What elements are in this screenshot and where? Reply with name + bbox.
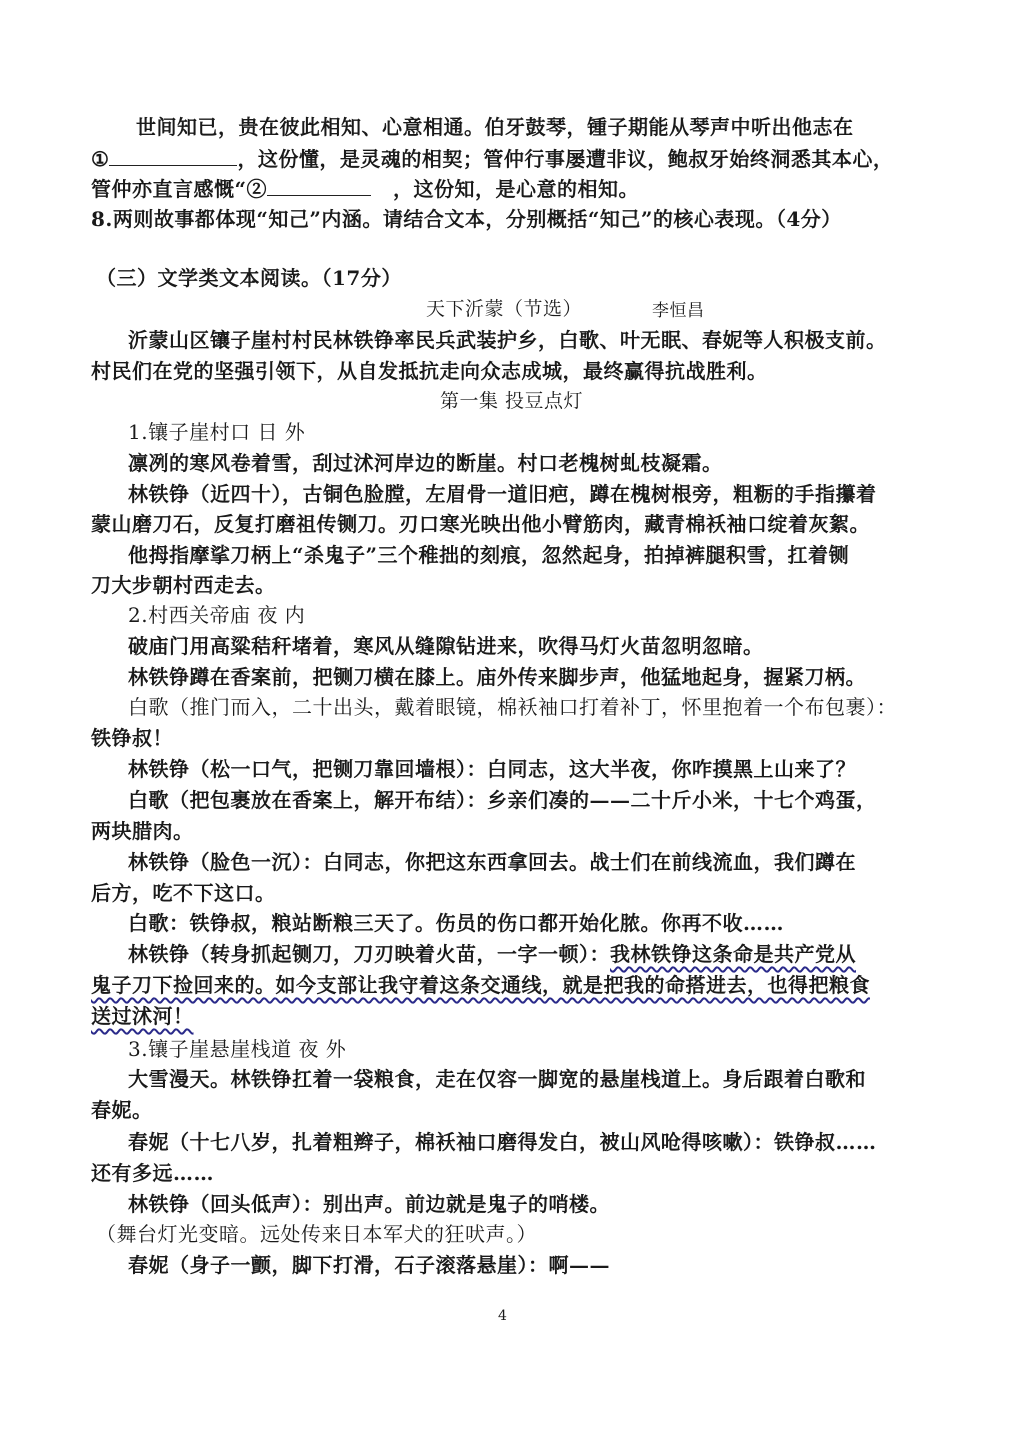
page-number: 4 — [498, 1308, 507, 1324]
scene-2-paragraph-6-line-2: 后方，吃不下这口。 — [91, 881, 276, 905]
intro-line-1: 世间知已，贵在彼此相知、心意相通。伯牙鼓琴，锺子期能从琴声中听出他志在 — [136, 115, 854, 139]
intro-line-2-text: ，这份懂，是灵魂的相契；管仲行事屡遭非议，鲍叔牙始终洞悉其本心， — [237, 147, 894, 171]
scene-2-paragraph-2: 林铁铮蹲在香案前，把铡刀横在膝上。庙外传来脚步声，他猛地起身，握紧刀柄。 — [128, 665, 866, 689]
section-heading: （三）文学类文本阅读。（17分） — [96, 266, 402, 290]
scene-3-paragraph-1-line-1: 大雪漫天。林铁铮扛着一袋粮食，走在仅容一脚宽的悬崖栈道上。身后跟着白歌和 — [128, 1067, 866, 1091]
scene-3-paragraph-5: 春妮（身子一颤，脚下打滑，石子滚落悬崖）：啊—— — [128, 1253, 610, 1277]
scene-1-paragraph-3-line-2: 刀大步朝村西走去。 — [91, 573, 276, 597]
scene-2-paragraph-4: 林铁铮（松一口气，把铡刀靠回墙根）：白同志，这大半夜，你咋摸黑上山来了？ — [128, 757, 856, 781]
summary-line-1: 沂蒙山区镶子崖村村民林铁铮率民兵武装护乡，白歌、叶无眠、春妮等人积极支前。 — [128, 328, 887, 352]
scene-1-paragraph-2-line-1: 林铁铮（近四十），古铜色脸膛，左眉骨一道旧疤，蹲在槐树根旁，粗粝的手指攥着 — [128, 482, 877, 506]
scene-3-paragraph-2-line-2: 还有多远…… — [91, 1161, 214, 1185]
handwritten-underline-text-3: 送过沭河！ — [91, 1004, 194, 1028]
scene-3-stage-direction: （舞台灯光变暗。远处传来日本军犬的狂吠声。） — [96, 1222, 537, 1246]
episode-title: 第一集 投豆点灯 — [440, 390, 584, 412]
scene-1-paragraph-1: 凛冽的寒风卷着雪，刮过沭河岸边的断崖。村口老槐树虬枝凝霜。 — [128, 451, 723, 475]
scene-3-paragraph-2-line-1: 春妮（十七八岁，扎着粗辫子，棉袄袖口磨得发白，被山风呛得咳嗽）：铁铮叔…… — [128, 1130, 877, 1154]
story-author: 李恒昌 — [652, 301, 705, 321]
scene-2-paragraph-3-line-1: 白歌（推门而入，二十出头，戴着眼镜，棉袄袖口打着补丁，怀里抱着一个布包裹）： — [128, 695, 897, 719]
handwritten-underline-text-2: 鬼子刀下捡回来的。如今支部让我守着这条交通线，就是把我的命搭进去，也得把粮食 — [91, 973, 870, 997]
scene-2-paragraph-7: 白歌：铁铮叔，粮站断粮三天了。伤员的伤口都开始化脓。你再不收…… — [128, 911, 784, 935]
intro-line-3 — [91, 176, 639, 202]
scene-2-heading: 2.村西关帝庙 夜 内 — [128, 603, 306, 627]
question-8: 8.两则故事都体现“知己”内涵。请结合文本，分别概括“知己”的核心表现。（4分） — [91, 207, 842, 231]
scene-3-paragraph-1-line-2: 春妮。 — [91, 1098, 153, 1122]
intro-line-2 — [91, 146, 893, 172]
scene-1-heading: 1.镶子崖村口 日 外 — [128, 420, 306, 444]
scene-2-paragraph-3-line-2: 铁铮叔！ — [91, 726, 173, 750]
scene-3-heading: 3.镶子崖悬崖栈道 夜 外 — [128, 1037, 347, 1061]
answer-blank-2[interactable] — [267, 177, 371, 196]
handwritten-underline-text-1: 我林铁铮这条命是共产党从 — [610, 942, 856, 966]
scene-2-paragraph-5-line-1: 白歌（把包裹放在香案上，解开布结）：乡亲们凑的——二十斤小米，十七个鸡蛋， — [128, 788, 877, 812]
scene-1-paragraph-3-line-1: 他拇指摩挲刀柄上“杀鬼子”三个稚拙的刻痕，忽然起身，拍掉裤腿积雪，扛着铡 — [128, 543, 850, 567]
scene-1-paragraph-2-line-2: 蒙山磨刀石，反复打磨祖传铡刀。刃口寒光映出他小臂筋肉，藏青棉袄袖口绽着灰絮。 — [91, 512, 870, 536]
blank-marker-1: ① — [91, 147, 110, 171]
intro-line-3-start: 管仲亦直言感慨“② — [91, 177, 268, 201]
scene-2-paragraph-8-line-1 — [128, 941, 856, 967]
scene-2-paragraph-8-lead: 林铁铮（转身抓起铡刀，刀刃映着火苗，一字一顿）： — [128, 942, 610, 966]
answer-blank-1[interactable] — [109, 147, 237, 166]
intro-line-3-text: ，这份知，是心意的相知。 — [393, 177, 640, 201]
scene-2-paragraph-6-line-1: 林铁铮（脸色一沉）：白同志，你把这东西拿回去。战士们在前线流血，我们蹲在 — [128, 850, 856, 874]
summary-line-2: 村民们在党的坚强引领下，从自发抵抗走向众志成城，最终赢得抗战胜利。 — [91, 359, 768, 383]
scene-2-paragraph-1: 破庙门用高粱秸秆堵着，寒风从缝隙钻进来，吹得马灯火苗忽明忽暗。 — [128, 634, 764, 658]
scene-2-paragraph-5-line-2: 两块腊肉。 — [91, 819, 194, 843]
scene-3-paragraph-3: 林铁铮（回头低声）：别出声。前边就是鬼子的哨楼。 — [128, 1192, 610, 1216]
story-title: 天下沂蒙（节选） — [426, 298, 583, 320]
